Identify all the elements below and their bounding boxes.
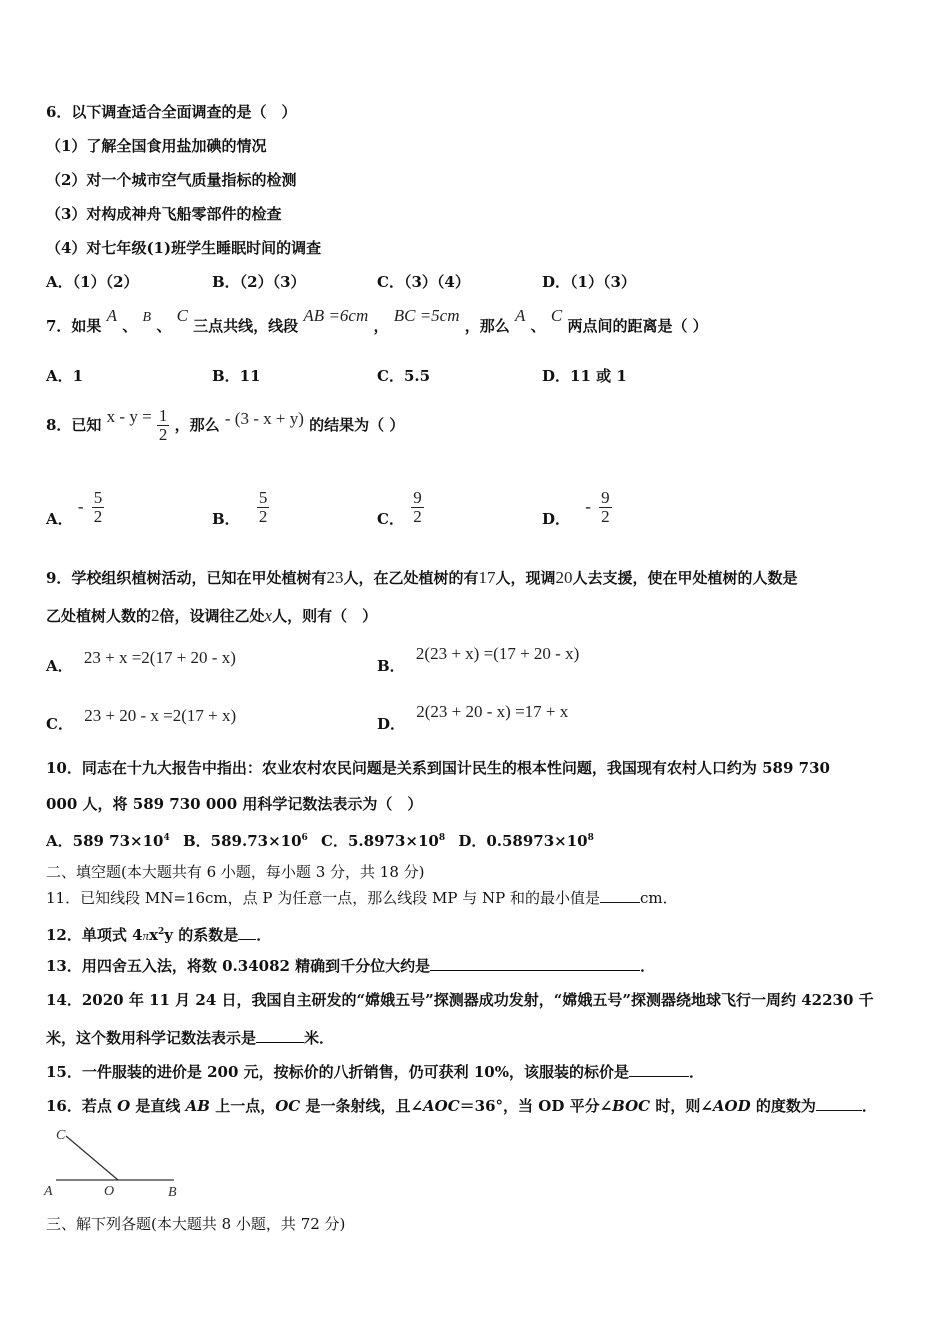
q8-stem — [46, 404, 404, 445]
q10-option-d-text: D．0.58973×10 — [458, 832, 588, 850]
q16-text-5: ＝36°，当 OD 平分∠ — [459, 1097, 613, 1115]
q12 — [46, 922, 271, 946]
section-3-heading: 三、解下列各题(本大题共 8 小题，共 72 分) — [46, 1215, 346, 1233]
q9-option-c-label: C． — [46, 715, 73, 733]
q16-angle-boc: BOC — [612, 1097, 651, 1115]
q8-option-a — [46, 486, 104, 527]
q16-angle-aoc: AOC — [423, 1097, 460, 1115]
q9-text-2: 人，在乙处植树的有 — [343, 569, 479, 587]
q16-ray-oc: OC — [275, 1097, 301, 1115]
q9-text-5: 乙处植树人数的 — [46, 607, 152, 625]
q7-stem — [46, 306, 708, 338]
q8-half-denominator: 2 — [158, 424, 168, 444]
q10-option-a — [46, 832, 170, 850]
q10-option-b-text: B．589.73×10 — [183, 832, 302, 850]
q10-option-a-text: A．589 73×10 — [46, 832, 164, 850]
q8-option-a-denominator: 2 — [93, 506, 103, 526]
q8-option-c-label: C． — [377, 510, 404, 528]
q10-stem-line-1: 10．同志在十九大报告中指出：农业农村农民问题是关系到国计民生的根本性问题，我国现有农村人口约为 589 730 — [46, 759, 830, 777]
q7-point-b: B — [142, 310, 152, 325]
q9-text-6: 倍，设调往乙处 — [159, 607, 265, 625]
q12-end: ． — [256, 926, 272, 944]
q10-option-d-exp: 8 — [587, 833, 594, 843]
q12-pi: π — [142, 928, 150, 943]
q13-blank[interactable] — [430, 956, 640, 971]
q7-option-c: C．5.5 — [377, 367, 431, 385]
q8-lhs: x - y = — [106, 407, 152, 426]
q9-num-20: 20 — [555, 568, 573, 587]
q12-text-1: 12．单项式 4 — [46, 926, 143, 944]
q10-stem-line-2: 000 人，将 589 730 000 用科学记数法表示为（ ） — [46, 795, 423, 813]
q8-option-b-denominator: 2 — [258, 506, 268, 526]
figure-ray-oc — [66, 1136, 118, 1180]
q9-option-b-equation: 2(23 + x) =(17 + 20 - x) — [415, 644, 580, 663]
q14-end: 米． — [304, 1029, 335, 1047]
q8-option-c-numerator: 9 — [413, 487, 422, 507]
q8-option-d — [542, 486, 612, 527]
q8-expression: - (3 - x + y) — [224, 409, 304, 428]
q7-option-a: A．1 — [46, 367, 84, 385]
q9-option-b — [377, 644, 580, 675]
q8-option-a-label: A． — [46, 510, 73, 528]
q16-text-4: 是一条射线，且∠ — [300, 1097, 424, 1115]
q15-blank[interactable] — [629, 1062, 689, 1077]
q7-comma: ， — [373, 317, 389, 335]
q16-text-7: 的度数为 — [750, 1097, 816, 1115]
section-2-heading: 二、填空题(本大题共有 6 小题，每小题 3 分，共 18 分) — [46, 863, 425, 881]
q12-text-2: y 的系数是 — [164, 926, 239, 944]
q11-end: cm． — [640, 889, 678, 907]
q9-text-1: 9．学校组织植树活动，已知在甲处植树有 — [46, 569, 327, 587]
q11 — [46, 888, 678, 908]
q8-text-1: ，那么 — [174, 416, 220, 434]
q9-option-d — [377, 702, 569, 733]
q7-text-2: ，那么 — [464, 317, 510, 335]
q7-text-1: 三点共线，线段 — [193, 317, 299, 335]
q16-end: ． — [861, 1097, 877, 1115]
q10-options — [46, 828, 594, 851]
q16 — [46, 1096, 877, 1116]
q8-option-d-numerator: 9 — [601, 487, 610, 507]
figure-label-c: C — [56, 1128, 66, 1143]
q6-item-3: （3）对构成神舟飞船零部件的检查 — [46, 205, 282, 223]
q9-text-4: 人去支援，使在甲处植树的人数是 — [572, 569, 798, 587]
q16-blank[interactable] — [816, 1096, 862, 1111]
q7-point-c: C — [176, 306, 188, 325]
q7-point-c-2: C — [550, 306, 563, 325]
q8-option-c-fraction — [411, 489, 424, 526]
figure-label-o: O — [104, 1184, 115, 1199]
q12-exp: 2 — [158, 927, 165, 937]
q16-text-6: 时，则∠ — [650, 1097, 713, 1115]
q13-text: 13．用四舍五入法，将数 0.34082 精确到千分位大约是 — [46, 957, 431, 975]
q8-option-a-numerator: 5 — [93, 487, 103, 507]
q7-num: 7．如果 — [46, 317, 102, 335]
q8-option-a-sign: - — [77, 497, 84, 516]
q6-item-1: （1）了解全国食用盐加碘的情况 — [46, 137, 267, 155]
q10-option-c — [321, 832, 445, 850]
q15-end: ． — [688, 1063, 704, 1081]
q15-text: 15．一件服装的进价是 200 元，按标价的八折销售，仍可获利 10%，该服装的标价是 — [46, 1063, 629, 1081]
q9-option-d-equation: 2(23 + 20 - x) =17 + x — [416, 702, 569, 721]
q16-text-2: 是直线 — [130, 1097, 186, 1115]
q14-text: 米，这个数用科学记数法表示是 — [46, 1029, 257, 1047]
q9-option-a-label: A． — [46, 657, 73, 675]
q16-figure — [40, 1124, 190, 1200]
q9-stem-line-2 — [46, 606, 377, 626]
q6-stem: 6．以下调查适合全面调查的是（ ） — [46, 103, 297, 121]
q9-var-x: x — [264, 606, 273, 625]
q9-num-2: 2 — [151, 606, 160, 625]
figure-label-b: B — [168, 1185, 177, 1200]
q9-option-c — [46, 706, 237, 733]
q9-option-a — [46, 648, 236, 675]
q12-x: x — [149, 926, 159, 944]
q7-text-3: 两点间的距离是（ ） — [567, 317, 708, 335]
q8-option-a-fraction — [92, 489, 105, 526]
q16-line-ab: AB — [185, 1097, 210, 1115]
q8-option-d-denominator: 2 — [601, 506, 610, 526]
q8-option-b-numerator: 5 — [258, 487, 268, 507]
q6-option-d: D．（1）（3） — [542, 273, 636, 291]
q14-line-2 — [46, 1028, 334, 1048]
q14-line-1: 14．2020 年 11 月 24 日，我国自主研发的“嫦娥五号”探测器成功发射，“嫦娥五号”探测器绕地球飞行一周约 42230 千 — [46, 991, 874, 1009]
q9-stem-line-1 — [46, 568, 798, 588]
q7-option-d: D．11 或 1 — [542, 367, 627, 385]
q8-option-b-label: B． — [212, 510, 240, 528]
q8-option-d-label: D． — [542, 510, 571, 528]
q7-point-a: A — [106, 306, 118, 325]
q10-option-a-exp: 4 — [163, 833, 170, 843]
q6-item-2: （2）对一个城市空气质量指标的检测 — [46, 171, 297, 189]
q11-blank[interactable] — [600, 888, 640, 903]
q8-half-fraction — [157, 407, 170, 444]
q6-item-4: （4）对七年级(1)班学生睡眠时间的调查 — [46, 239, 322, 257]
q11-text: 11．已知线段 MN=16cm，点 P 为任意一点，那么线段 MP 与 NP 和的最小值是 — [46, 889, 600, 907]
q9-text-3: 人，现调 — [495, 569, 556, 587]
q16-point-o: O — [117, 1097, 131, 1115]
q7-sep-1: 、 — [122, 317, 138, 335]
q7-option-b: B．11 — [212, 367, 261, 385]
q12-blank[interactable] — [238, 925, 256, 940]
q8-option-c-denominator: 2 — [413, 506, 422, 526]
q16-text-3: 上一点， — [209, 1097, 276, 1115]
q8-option-d-fraction — [599, 489, 612, 526]
q15 — [46, 1062, 704, 1082]
q7-bc-length: BC =5cm — [393, 306, 460, 325]
q8-option-c — [377, 486, 424, 527]
q13-end: ． — [640, 957, 656, 975]
q10-option-d — [458, 832, 594, 850]
q9-num-23: 23 — [326, 568, 344, 587]
q9-option-d-label: D． — [377, 715, 406, 733]
q7-ab-length: AB =6cm — [303, 306, 369, 325]
q10-option-c-text: C．5.8973×10 — [321, 832, 439, 850]
q10-option-b — [183, 832, 308, 850]
q9-text-7: 人，则有（ ） — [272, 607, 378, 625]
q10-option-c-exp: 8 — [438, 833, 446, 843]
q7-sep-2: 、 — [156, 317, 172, 335]
q13 — [46, 956, 655, 976]
q6-option-b: B．（2）（3） — [212, 273, 306, 291]
q6-option-c: C．（3）（4） — [377, 273, 470, 291]
q9-num-17: 17 — [478, 568, 496, 587]
q8-option-d-sign: - — [585, 497, 591, 516]
q7-point-a-2: A — [514, 306, 526, 325]
q9-option-c-equation: 23 + 20 - x =2(17 + x) — [84, 706, 237, 725]
q14-blank[interactable] — [256, 1028, 304, 1043]
q8-text-2: 的结果为（ ） — [309, 416, 405, 434]
q8-num: 8．已知 — [46, 416, 102, 434]
q16-text-1: 16．若点 — [46, 1097, 118, 1115]
q7-sep-3: 、 — [530, 317, 546, 335]
q8-option-b — [212, 486, 269, 527]
q16-angle-aod: AOD — [712, 1097, 751, 1115]
figure-label-a: A — [44, 1184, 53, 1199]
q6-option-a: A．（1）（2） — [46, 273, 139, 291]
q8-option-b-fraction — [257, 489, 270, 526]
q9-option-b-label: B． — [377, 657, 405, 675]
q9-option-a-equation: 23 + x =2(17 + 20 - x) — [83, 648, 236, 667]
q8-half-numerator: 1 — [158, 405, 168, 425]
q10-option-b-exp: 6 — [301, 833, 308, 843]
